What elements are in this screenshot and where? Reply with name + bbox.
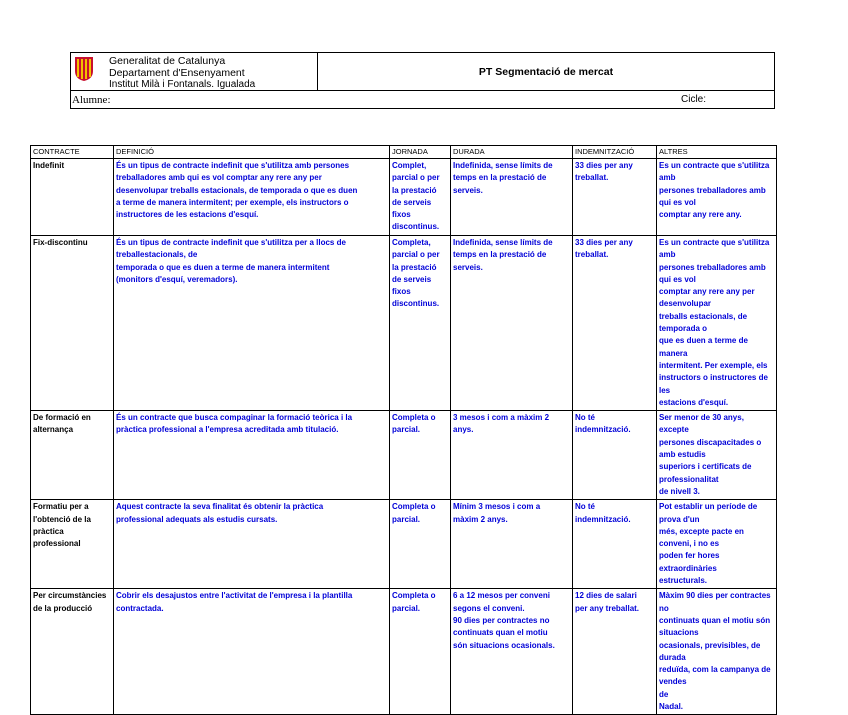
cell-line: Indefinit [33,161,65,170]
cell-line: de la producció [33,603,93,613]
cell-line: serveis. [453,185,483,195]
institution-name [109,55,255,91]
cell-line: De formació en [33,413,91,423]
cicle-label: Cicle: [681,94,707,105]
alumne-label: Alumne: [72,94,111,106]
generalitat-logo-icon [74,56,94,82]
cell-line: de [659,689,669,699]
cell-line: Formatiu per a [33,502,89,512]
cell-line: que es duen a terme de manera [659,336,748,358]
cell-line: 12 dies de salari [575,591,637,601]
cell-line: Pot establir un període de prova d'un [659,502,758,524]
column-header-contracte: CONTRACTE [31,146,114,159]
cell-line: treballadores amb qui es vol comptar any rere any per [116,173,322,183]
cell-line: 33 dies per any [575,161,633,170]
cell-indemnitzacio [573,411,657,500]
cell-line: Nadal. [659,701,684,711]
cell-definicio [114,500,390,589]
cell-line: treballestacionals, de [116,250,198,260]
cell-definicio [114,159,390,236]
cell-line: instructores de les estacions d'esquí. [116,210,259,220]
cell-line: temps en la prestació de [453,250,547,260]
cell-line: persones discapacitades o amb estudis [659,437,762,460]
cell-definicio [114,589,390,715]
cell-durada [451,500,573,589]
student-row [70,91,775,109]
cell-line: serveis. [453,262,483,272]
cell-indemnitzacio [573,589,657,715]
cell-jornada [390,159,451,236]
cell-line: a terme de manera intermitent; per exemple, els instructors o [116,197,349,207]
document-header [70,52,775,91]
cell-line: temporada o que es duen a terme de manera intermitent [116,262,330,272]
cell-line: Es un contracte que s'utilitza amb [659,161,770,183]
cell-durada [451,236,573,411]
cell-line: superiors i certificats de professionalitat [659,462,752,484]
cell-line: desenvolupar treballs estacionals, de temporada o que es duen [116,185,358,195]
cell-line: indemnització. [575,514,631,524]
cell-line: treballs estacionals, de temporada o [659,311,748,334]
cell-line: la prestació [392,262,437,272]
cell-line: discontinus. [392,222,440,232]
cell-line: 3 mesos i com a màxim 2 [453,413,550,423]
cell-altres [657,589,777,715]
cell-line: parcial. [392,425,421,435]
cell-line: Completa, [392,238,431,247]
table-row [31,589,777,715]
cell-line: contractada. [116,603,164,613]
cell-line: comptar any rere any. [659,210,742,220]
cell-line: són situacions ocasionals. [453,640,555,650]
document-title: PT Segmentació de mercat [478,65,614,78]
column-header-indemnitzacio: INDEMNITZACIÓ [573,146,657,159]
cell-line: Aquest contracte la seva finalitat és obtenir la pràctica [116,502,324,512]
cell-indemnitzacio [573,236,657,411]
cell-line: Per circumstàncies [33,591,107,601]
cell-line: És un contracte que busca compaginar la formació teòrica i la [116,413,353,423]
cell-line: continuats quan el motiu són situacions [659,615,771,638]
cell-line: temps en la prestació de [453,173,547,183]
cell-line: 33 dies per any [575,238,633,247]
cell-line: treballat. [575,173,609,183]
cell-line: parcial o per [392,250,440,260]
cell-line: No té [575,502,595,512]
cell-line: indemnització. [575,425,631,435]
cell-line: continuats quan el motiu [453,628,548,638]
cell-line: Completa o [392,502,436,512]
cell-line: discontinus. [392,299,440,309]
cell-definicio [114,236,390,411]
cell-line: reduïda, com la campanya de vendes [659,665,771,687]
cell-line: de serveis [392,197,432,207]
cell-line: poden fer hores extraordinàries [659,551,720,573]
cell-altres [657,159,777,236]
cell-line: 90 dies per contractes no [453,615,550,625]
cell-line: alternança [33,425,74,435]
institution-block [71,53,318,90]
cell-indemnitzacio [573,159,657,236]
cell-durada [451,589,573,715]
cell-line: parcial o per [392,173,440,183]
cell-line: treballat. [575,250,609,260]
cell-line: Indefinida, sense límits de [453,161,553,170]
cell-line: estructurals. [659,576,708,586]
cell-contracte [31,159,114,236]
cell-line: professional [33,539,81,549]
cell-line: Ser menor de 30 anys, excepte [659,413,744,435]
cell-line: Mínim 3 mesos i com a [453,502,541,512]
cell-line: l'obtenció de la [33,514,91,524]
cell-line: intermitent. Per exemple, els [659,360,768,370]
table-header-row [31,146,777,159]
cell-jornada [390,236,451,411]
org-line: Departament d'Ensenyament [109,67,245,79]
cell-line: Completa o [392,413,436,423]
cell-line: Màxim 90 dies per contractes no [659,591,771,613]
cell-contracte [31,589,114,715]
cell-line: No té [575,413,595,423]
cell-durada [451,411,573,500]
cell-line: Fix-discontinu [33,238,88,247]
cell-line: parcial. [392,603,421,613]
cell-line: pràctica professional a l'empresa acreditada amb titulació. [116,425,339,435]
cell-indemnitzacio [573,500,657,589]
table-row [31,236,777,411]
cell-line: fixos [392,210,411,220]
cell-line: Cobrir els desajustos entre l'activitat de l'empresa i la plantilla [116,591,353,601]
contracts-table [30,145,777,715]
column-header-jornada: JORNADA [390,146,451,159]
cell-line: la prestació [392,185,437,195]
cell-altres [657,500,777,589]
cell-line: de serveis [392,274,432,284]
cell-line: ocasionals, previsibles, de durada [659,640,761,662]
cell-jornada [390,411,451,500]
cell-line: persones treballadores amb qui es vol [659,262,766,284]
cell-altres [657,411,777,500]
column-header-definicio: DEFINICIÓ [114,146,390,159]
cell-line: estacions d'esquí. [659,397,729,407]
cell-contracte [31,500,114,589]
cell-jornada [390,589,451,715]
cell-line: màxim 2 anys. [453,514,508,524]
cell-line: segons el conveni. [453,603,525,613]
cell-durada [451,159,573,236]
cell-contracte [31,236,114,411]
cell-line: de nivell 3. [659,486,700,496]
cell-line: més, excepte pacte en conveni, i no es [659,526,744,549]
table-row [31,500,777,589]
cell-line: per any treballat. [575,603,640,613]
cell-line: Indefinida, sense límits de [453,238,553,247]
cell-line: Completa o [392,591,436,601]
cell-line: persones treballadores amb qui es vol [659,185,766,207]
table-row [31,159,777,236]
cell-line: instructors o instructores de les [659,373,768,395]
cell-altres [657,236,777,411]
column-header-durada: DURADA [451,146,573,159]
cell-line: És un tipus de contracte indefinit que s'utilitza per a llocs de [116,238,346,247]
cell-line: Es un contracte que s'utilitza amb [659,238,770,260]
cell-line: Complet, [392,161,427,170]
cell-jornada [390,500,451,589]
cell-line: parcial. [392,514,421,524]
cell-line: anys. [453,425,474,435]
cell-line: comptar any rere any per desenvolupar [659,287,755,309]
cell-contracte [31,411,114,500]
cell-line: professional adequats als estudis cursats. [116,514,278,524]
cell-line: És un tipus de contracte indefinit que s'utilitza amb persones [116,161,350,170]
cell-line: fixos [392,287,411,297]
column-header-altres: ALTRES [657,146,777,159]
cell-line: pràctica [33,526,64,536]
cell-definicio [114,411,390,500]
org-line: Generalitat de Catalunya [109,55,226,67]
cell-line: 6 a 12 mesos per conveni [453,591,550,601]
cell-line: (monitors d'esquí, veremadors). [116,274,238,284]
org-line: Institut Milà i Fontanals. Igualada [109,79,256,90]
table-row [31,411,777,500]
